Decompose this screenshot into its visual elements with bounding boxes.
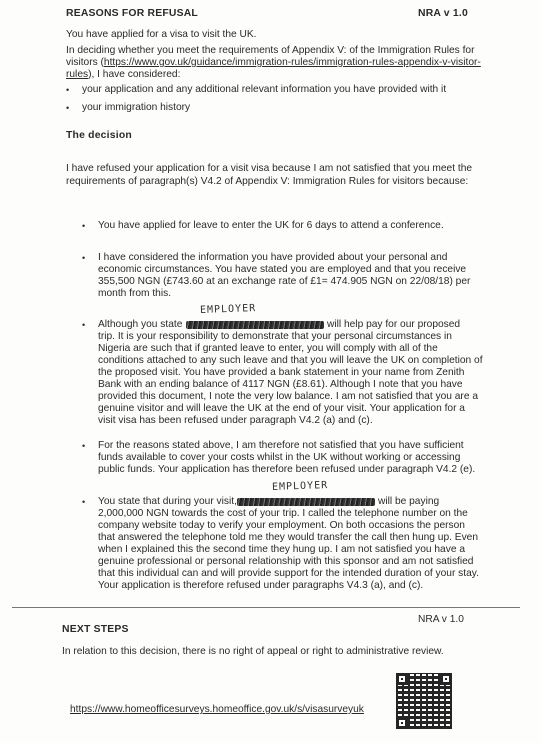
bullet-icon: •: [82, 441, 86, 451]
decision-para-line: requirements of paragraph(s) V4.2 of Appendix V: Immigration Rules for visitors because:: [66, 176, 469, 187]
reason-line: visit visa has been refused under paragraph V4.2 (a) and (c).: [98, 415, 373, 426]
reason-line: genuine professional or personal relationship with this sponsor and am not satisfied: [98, 556, 474, 567]
reason-line: Nigeria are such that if granted leave to enter, you will comply with all of the: [98, 343, 438, 354]
intro-para-text: ), I have considered:: [88, 69, 181, 80]
version-label: NRA v 1.0: [418, 614, 464, 625]
intro-line: You have applied for a visa to visit the UK.: [66, 29, 257, 40]
reason-line: conditions attached to any such leave and that you will leave the UK on completion of: [98, 355, 483, 366]
intro-para-text: visitors (: [66, 57, 104, 68]
reason-line: will help pay for our proposed: [327, 319, 461, 330]
reason-line: I have considered the information you have provided about your personal and: [98, 252, 448, 263]
reason-line: public funds. Your application has therefore been refused under paragraph V4.2 (e).: [98, 464, 476, 475]
reason-line: that this individual can and will provide support for the intended duration of your stay.: [98, 568, 479, 579]
reason-line: You have applied for leave to enter the UK for 6 days to attend a conference.: [98, 220, 444, 231]
redaction-mark: [186, 321, 324, 329]
page-divider: [12, 607, 520, 608]
reason-line: funds available to cover your costs whilst in the UK without working or accessing: [98, 452, 461, 463]
appendix-v-link[interactable]: https://www.gov.uk/guidance/immigration-rules/immigration-rules-appendix-v-visitor-: [103, 57, 481, 68]
survey-link[interactable]: https://www.homeofficesurveys.homeoffice.gov.uk/s/visasurveyuk: [70, 704, 364, 715]
reason-line: For the reasons stated above, I am therefore not satisfied that you have sufficient: [98, 440, 464, 451]
bullet-icon: •: [82, 221, 86, 231]
reason-line: Bank with an ending balance of 4117 NGN (£8.61). Although I note that you have: [98, 379, 463, 390]
reason-line: when I explained this the second time they hung up. I am not satisfied you have a: [98, 544, 465, 555]
list-item: your immigration history: [82, 102, 191, 113]
reason-line: that answered the telephone told me they would transfer the call then hung up. Even: [98, 532, 479, 543]
reason-line: 355,500 NGN (£743.60 at an exchange rate of £1= 474.905 NGN on 22/08/18) per: [98, 276, 471, 287]
section-heading: The decision: [66, 130, 132, 141]
bullet-icon: •: [66, 85, 70, 95]
bullet-icon: •: [82, 497, 86, 507]
redaction-mark: [237, 498, 375, 506]
reason-line: economic circumstances. You have stated you are employed and that you receive: [98, 264, 467, 275]
reason-line: 2,000,000 NGN towards the cost of your trip. I called the telephone number on the: [98, 508, 468, 519]
bullet-icon: •: [82, 253, 86, 263]
intro-para-line: [66, 69, 180, 82]
reason-line: month from this.: [98, 288, 172, 299]
appeal-notice: In relation to this decision, there is no right of appeal or right to administrative review.: [62, 646, 444, 657]
reason-line: Although you state: [98, 319, 183, 330]
reason-line: company website today to verify your employment. On both occasions the person: [98, 520, 465, 531]
reason-line: will be paying: [378, 496, 440, 507]
reason-line: You state that during your visit,: [98, 496, 237, 507]
bullet-icon: •: [66, 103, 70, 113]
handwritten-annotation: EMPLOYER: [271, 480, 329, 493]
section-heading: NEXT STEPS: [62, 624, 129, 635]
bullet-icon: •: [82, 320, 86, 330]
intro-para-line: [66, 57, 481, 70]
decision-para-line: I have refused your application for a visit visa because I am not satisfied that you meet the: [66, 163, 473, 174]
qr-code-icon: [396, 673, 452, 729]
intro-para-line: In deciding whether you meet the requirements of Appendix V: of the Immigration Rules for: [66, 45, 475, 56]
reason-line: the proposed visit. You have provided a bank statement in your name from Zenith: [98, 367, 465, 378]
reason-line: provided this document, I note the very low balance. I am not satisfied that you are a: [98, 391, 478, 402]
handwritten-annotation: EMPLOYER: [199, 303, 257, 316]
reason-line: trip. It is your responsibility to demonstrate that your personal circumstances in: [98, 331, 452, 342]
appendix-v-link-end[interactable]: rules: [66, 69, 89, 80]
page-title: REASONS FOR REFUSAL: [66, 8, 198, 19]
list-item: your application and any additional relevant information you have provided with it: [82, 84, 447, 95]
reason-line: genuine visitor and will leave the UK at the end of your visit. Your application for a: [98, 403, 465, 414]
version-label: NRA v 1.0: [418, 8, 468, 19]
reason-line: Your application is therefore refused under paragraphs V4.3 (a), and (c).: [98, 580, 424, 591]
